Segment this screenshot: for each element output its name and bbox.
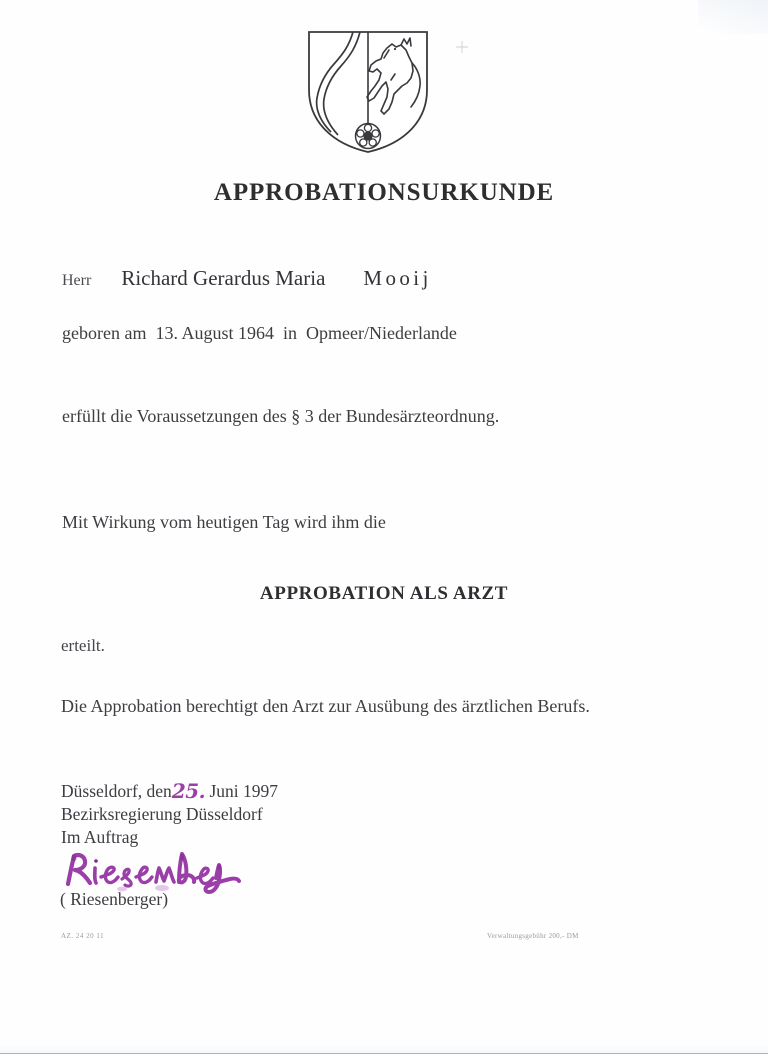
handwritten-issue-day: 25.: [171, 779, 206, 803]
file-reference-number: AZ. 24 20 11: [61, 932, 105, 940]
requirements-statement: erfüllt die Voraussetzungen des § 3 der Bundesärzteordnung.: [62, 406, 500, 426]
birth-place-prefix-label: in: [282, 323, 297, 343]
recipient-name-line: [62, 266, 432, 291]
issue-details-block: [61, 779, 278, 849]
on-behalf-label: Im Auftrag: [61, 827, 139, 847]
granted-statement: erteilt.: [61, 636, 105, 655]
recipient-honorific: Herr: [62, 272, 92, 289]
birth-date-value: 13. August 1964: [155, 323, 274, 343]
scan-artifact-bottom: [0, 1043, 768, 1053]
scan-artifact-top-right: [698, 0, 768, 34]
north-rhine-westphalia-coat-of-arms-icon: [303, 28, 433, 156]
issue-place-prefix: Düsseldorf, den: [61, 781, 172, 801]
administrative-fee-label: Verwaltungsgebühr 200,- DM: [487, 932, 579, 940]
birth-prefix-label: geboren am: [62, 323, 147, 343]
effective-statement: Mit Wirkung vom heutigen Tag wird ihm die: [62, 512, 386, 532]
recipient-given-names: Richard Gerardus Maria: [121, 266, 326, 290]
page-title: APPROBATIONSURKUNDE: [213, 179, 555, 206]
issue-place-date-line: [61, 779, 278, 803]
registration-cross-mark-icon: [455, 40, 469, 54]
printed-signatory-name: ( Riesenberger): [60, 889, 169, 909]
recipient-surname: Mooij: [363, 266, 432, 290]
issue-month-year: Juni 1997: [209, 781, 279, 801]
scan-edge-line: [0, 1053, 768, 1054]
license-heading: APPROBATION ALS ARZT: [259, 583, 509, 604]
birth-place-value: Opmeer/Niederlande: [306, 323, 457, 343]
issuing-authority: Bezirksregierung Düsseldorf: [61, 804, 263, 824]
recipient-birth-line: [62, 323, 457, 344]
entitlement-statement: Die Approbation berechtigt den Arzt zur Ausübung des ärztlichen Berufs.: [61, 696, 590, 716]
